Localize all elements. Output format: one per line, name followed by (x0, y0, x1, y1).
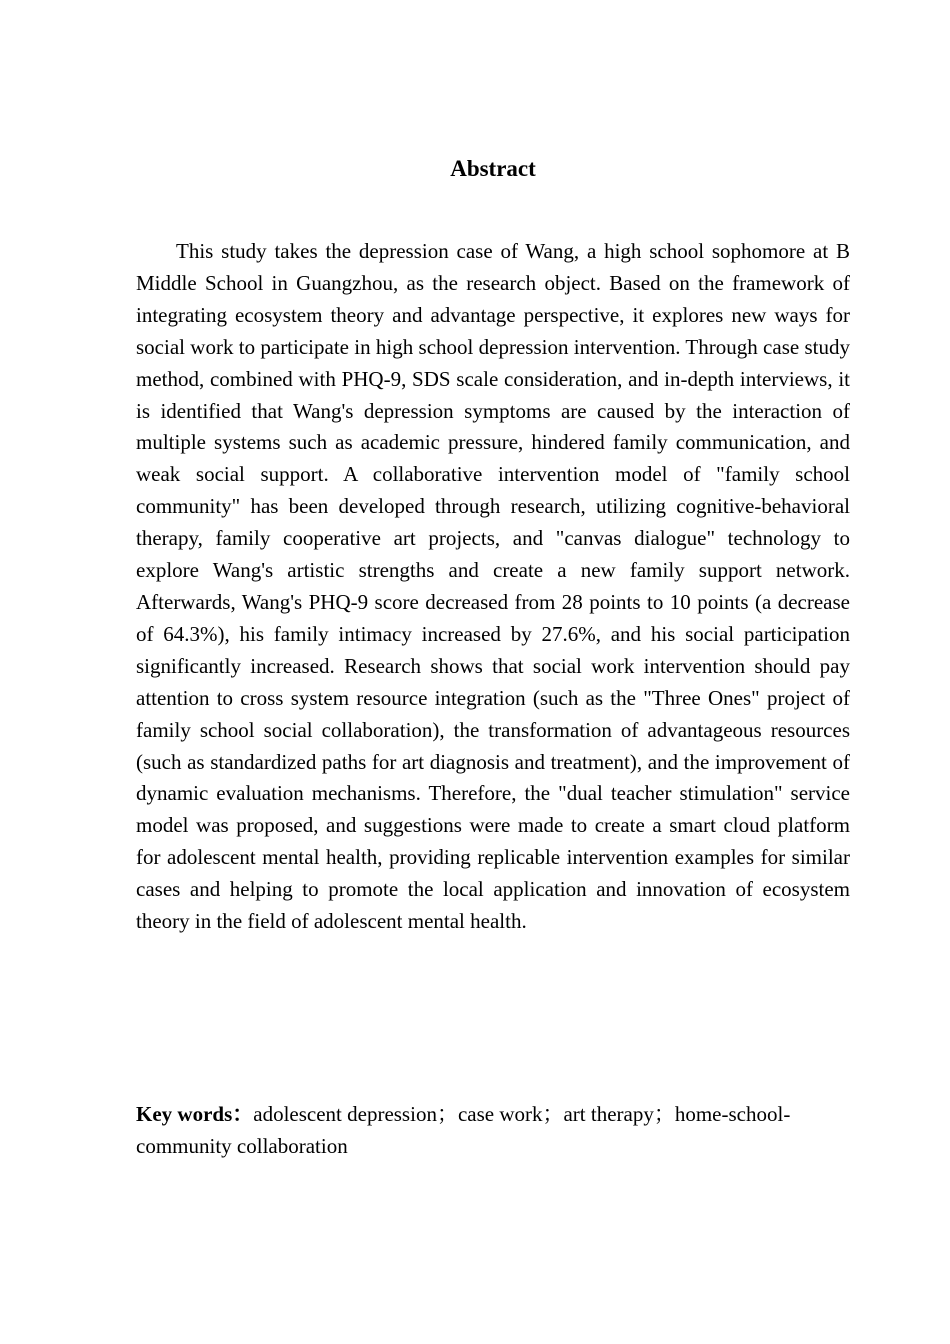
keywords-label: Key words： (136, 1102, 254, 1126)
keywords-text: adolescent depression；case work；art therapy；home-school-community collaboration (136, 1102, 791, 1158)
keywords-line (136, 1099, 850, 1162)
abstract-body: This study takes the depression case of Wang, a high school sophomore at B Middle School in Guangzhou, as the research object. Based on the framework of integrating ecosystem theory and advantage perspective, it explores new ways for social work to participate in high school depression intervention. Through case study method, combined with PHQ-9, SDS scale consideration, and in-depth interviews, it is identified that Wang's depression symptoms are caused by the interaction of multiple systems such as academic pressure, hindered family communication, and weak social support. A collaborative intervention model of "family school community" has been developed through research, utilizing cognitive-behavioral therapy, family cooperative art projects, and "canvas dialogue" technology to explore Wang's artistic strengths and create a new family support network. Afterwards, Wang's PHQ-9 score decreased from 28 points to 10 points (a decrease of 64.3%), his family intimacy increased by 27.6%, and his social participation significantly increased. Research shows that social work intervention should pay attention to cross system resource integration (such as the "Three Ones" project of family school social collaboration), the transformation of advantageous resources (such as standardized paths for art diagnosis and treatment), and the improvement of dynamic evaluation mechanisms. Therefore, the "dual teacher stimulation" service model was proposed, and suggestions were made to create a smart cloud platform for adolescent mental health, providing replicable intervention examples for similar cases and helping to promote the local application and innovation of ecosystem theory in the field of adolescent mental health. (136, 239, 850, 934)
abstract-title: Abstract (450, 156, 536, 181)
